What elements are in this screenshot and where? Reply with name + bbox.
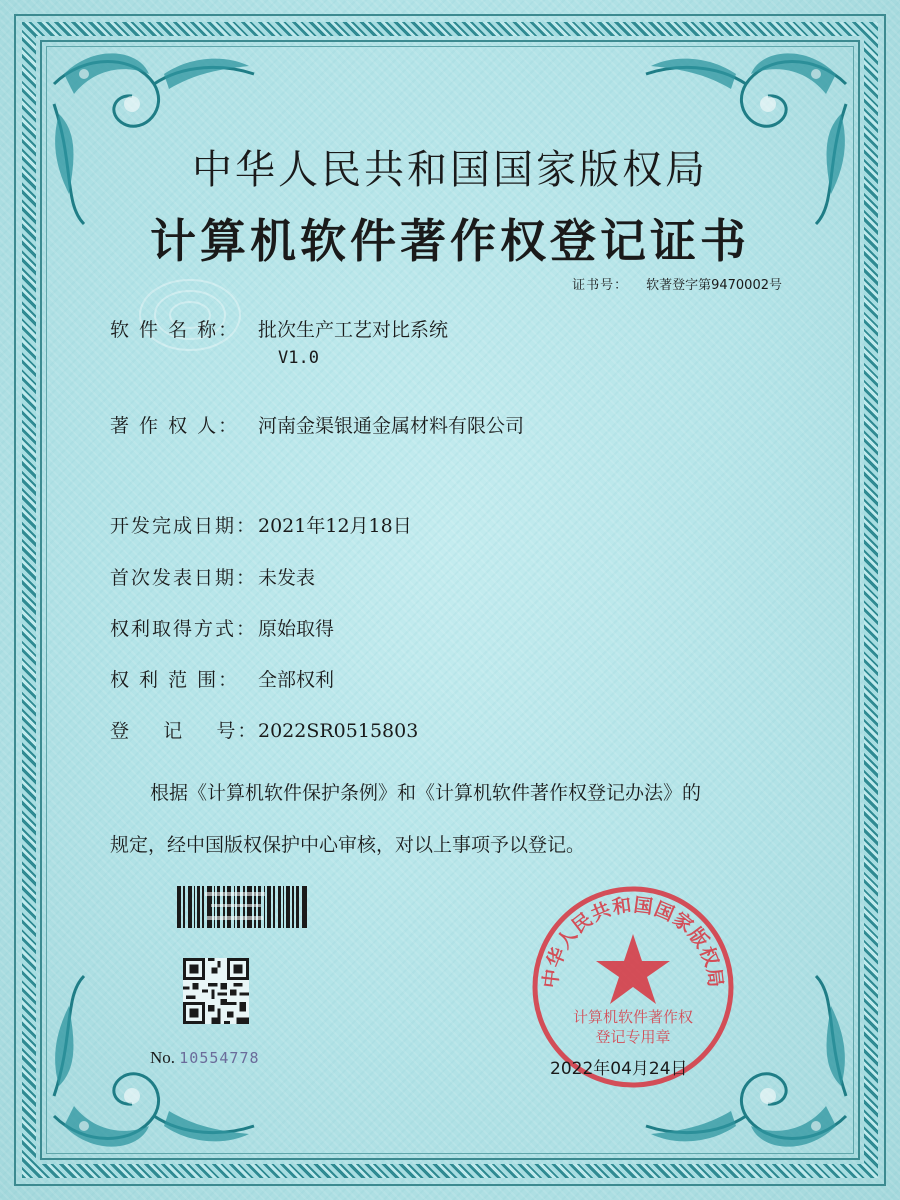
statement-line-1: 根据《计算机软件保护条例》和《计算机软件著作权登记办法》的 (150, 782, 702, 804)
field-value: 2021年12月18日 (258, 515, 412, 537)
serial-value: 10554778 (179, 1049, 260, 1067)
field-label: 开发完成日期： (110, 515, 258, 537)
field-label: 软 件 名 称： (110, 319, 240, 341)
field-label: 登 记 号： (110, 720, 259, 742)
field-registration-number (110, 717, 418, 745)
issuing-authority: 中华人民共和国国家版权局 (192, 147, 708, 193)
certificate-title: 计算机软件著作权登记证书 (150, 214, 750, 268)
field-value: 未发表 (258, 567, 316, 589)
field-acquisition-method (110, 615, 334, 643)
field-label: 著 作 权 人： (110, 415, 240, 437)
certificate-number-value: 软著登字第9470002号 (646, 278, 782, 293)
field-value: 批次生产工艺对比系统 (258, 319, 449, 341)
serial-number (150, 1048, 260, 1068)
serial-prefix: No. (150, 1048, 176, 1067)
certificate-number (572, 274, 782, 293)
field-label: 权 利 范 围： (110, 669, 240, 691)
field-value: 全部权利 (258, 669, 335, 691)
field-value-version: V1.0 (278, 348, 319, 368)
field-first-publication-date (110, 564, 315, 592)
certificate-number-label: 证书号： (572, 278, 629, 293)
seal-line-2: 登记专用章 (595, 1028, 671, 1046)
field-label: 首次发表日期： (110, 567, 258, 589)
field-value: 河南金渠银通金属材料有限公司 (258, 415, 525, 437)
issue-date: 2022年04月24日 (550, 1059, 688, 1079)
statement-line-2: 规定，经中国版权保护中心审核，对以上事项予以登记。 (110, 834, 586, 856)
field-value: 原始取得 (258, 618, 335, 640)
barcode-icon (177, 886, 307, 928)
seal-line-1: 计算机软件著作权 (572, 1008, 694, 1026)
field-completion-date (110, 512, 412, 540)
field-software-name (110, 316, 448, 372)
seal-arc-text: 中华人民共和国国家版权局 (539, 894, 727, 990)
field-label: 权利取得方式： (110, 618, 258, 640)
field-copyright-owner (110, 412, 524, 440)
field-value: 2022SR0515803 (258, 720, 419, 742)
qr-code-icon (181, 958, 251, 1024)
field-rights-scope (110, 666, 334, 694)
